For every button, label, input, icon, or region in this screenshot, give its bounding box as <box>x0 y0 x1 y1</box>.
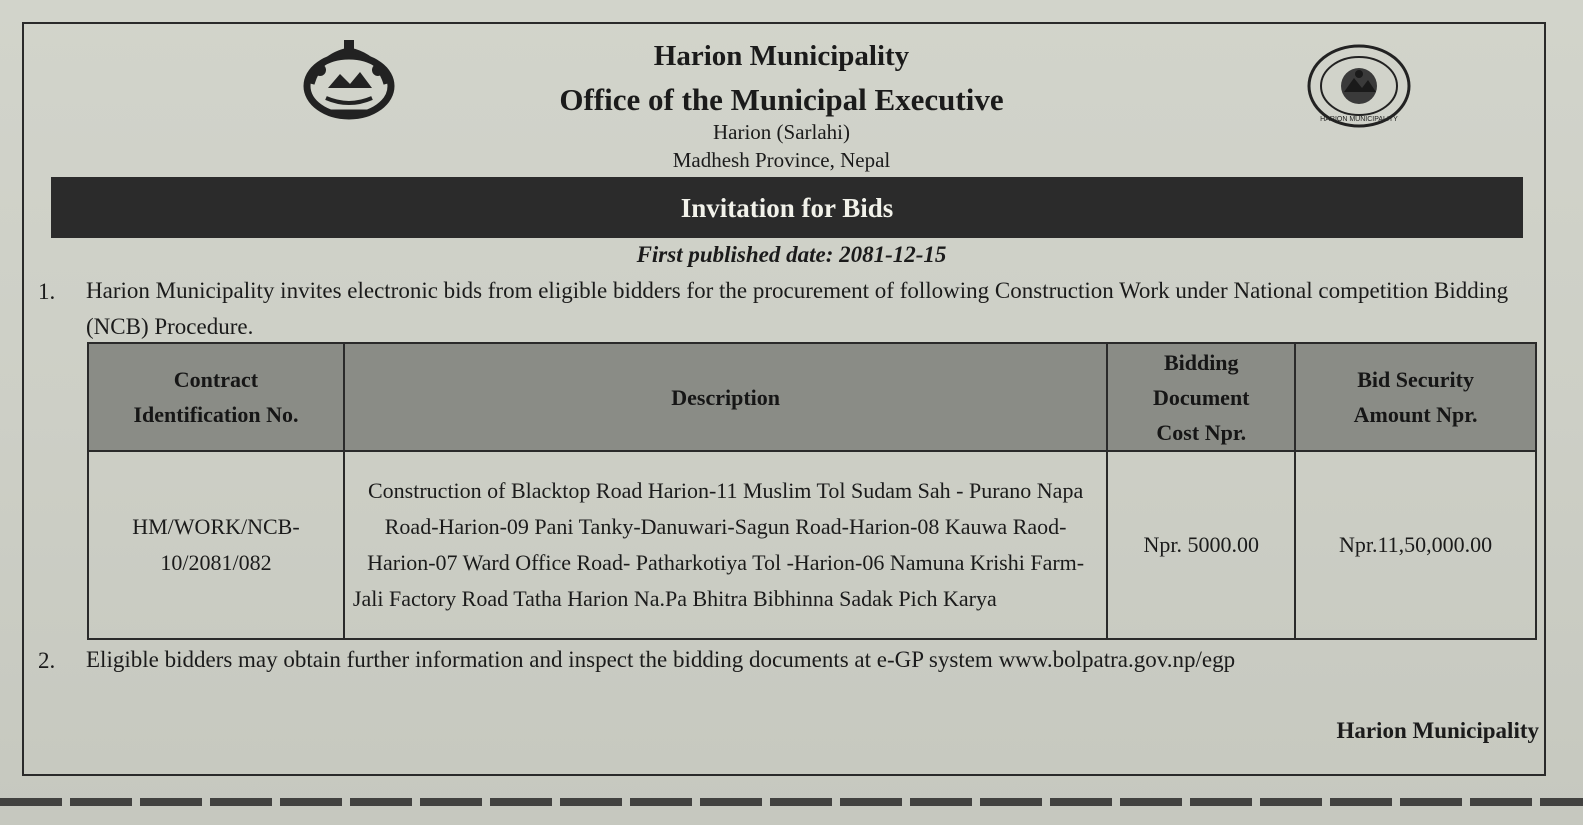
item-2-text: Eligible bidders may obtain further information and inspect the bidding documents at e-GP system www.bolpatra.gov.np/egp <box>86 647 1236 672</box>
header-contract-id: Contract Identification No. <box>88 343 344 451</box>
office-title: Office of the Municipal Executive <box>559 82 1004 117</box>
doc-cost-cell: Npr. 5000.00 <box>1107 451 1295 639</box>
location-line: Harion (Sarlahi) <box>712 120 851 144</box>
bids-table <box>87 342 1537 640</box>
seal-text: HARION MUNICIPALITY <box>1320 116 1398 123</box>
table-row <box>88 451 1536 639</box>
item-1-number: 1. <box>38 279 56 304</box>
header-bid-security: Bid Security Amount Npr. <box>1295 343 1536 451</box>
published-date: First published date: 2081-12-15 <box>636 242 947 267</box>
header-doc-cost: Bidding Document Cost Npr. <box>1107 343 1295 451</box>
notice-title: Invitation for Bids <box>680 193 894 223</box>
contract-id-cell: HM/WORK/NCB-10/2081/082 <box>88 451 344 639</box>
description-cell: Construction of Blacktop Road Harion-11 Muslim Tol Sudam Sah - Purano Napa Road-Harion-09 Pani Tanky-Danuwari-Sagun Road-Harion-08 Kauwa Raod-Harion-07 Ward Office Road- Patharkotiya Tol -Harion-06 Namuna Krishi Farm-Jali Factory Road Tatha Harion Na.Pa Bhitra Bibhinna Sadak Pich Karya <box>344 451 1107 639</box>
bid-security-cell: Npr.11,50,000.00 <box>1295 451 1536 639</box>
municipality-name: Harion Municipality <box>653 40 910 72</box>
table-header-row <box>88 343 1536 451</box>
header-description: Description <box>344 343 1107 451</box>
signature: Harion Municipality <box>1336 718 1539 743</box>
item-2-number: 2. <box>38 648 56 673</box>
bottom-divider <box>0 798 1583 806</box>
notice-title-banner <box>51 177 1523 238</box>
item-1-text: Harion Municipality invites electronic bids from eligible bidders for the procurement of following Construction Work under National competition Bidding (NCB) Procedure. <box>86 278 1509 339</box>
province-line: Madhesh Province, Nepal <box>672 148 891 172</box>
